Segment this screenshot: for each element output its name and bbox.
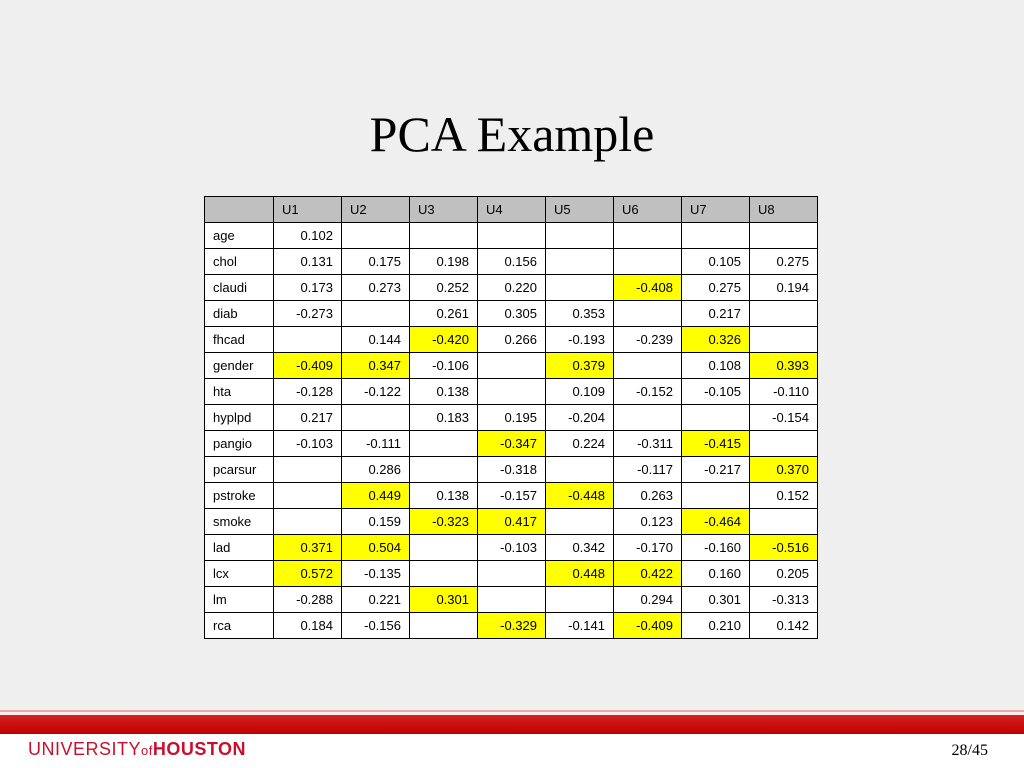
table-cell: 0.205 <box>750 561 818 587</box>
table-header-row <box>205 197 818 223</box>
table-cell: 0.210 <box>682 613 750 639</box>
column-header: U3 <box>410 197 478 223</box>
table-cell <box>750 431 818 457</box>
table-cell: 0.175 <box>342 249 410 275</box>
table-cell <box>410 613 478 639</box>
table-cell: -0.122 <box>342 379 410 405</box>
table-cell <box>410 431 478 457</box>
table-cell: 0.159 <box>342 509 410 535</box>
highlighted-cell: 0.504 <box>342 535 410 561</box>
row-label: pcarsur <box>205 457 274 483</box>
table-cell: -0.318 <box>478 457 546 483</box>
row-label: lad <box>205 535 274 561</box>
table-row <box>205 301 818 327</box>
table-row <box>205 457 818 483</box>
table-cell: 0.195 <box>478 405 546 431</box>
table-cell <box>342 223 410 249</box>
logo-text-houston: HOUSTON <box>152 739 247 759</box>
table-cell: -0.156 <box>342 613 410 639</box>
column-header: U8 <box>750 197 818 223</box>
table-cell: 0.160 <box>682 561 750 587</box>
table-cell <box>614 405 682 431</box>
highlighted-cell: -0.516 <box>750 535 818 561</box>
table-cell: -0.141 <box>546 613 614 639</box>
highlighted-cell: -0.415 <box>682 431 750 457</box>
table-cell: -0.157 <box>478 483 546 509</box>
table-cell <box>342 301 410 327</box>
table-cell <box>614 301 682 327</box>
table-cell <box>478 379 546 405</box>
table-cell <box>410 561 478 587</box>
table-cell: 0.286 <box>342 457 410 483</box>
table-row <box>205 405 818 431</box>
highlighted-cell: -0.329 <box>478 613 546 639</box>
highlighted-cell: -0.448 <box>546 483 614 509</box>
table-cell: 0.221 <box>342 587 410 613</box>
table-cell <box>614 249 682 275</box>
table-cell: 0.217 <box>274 405 342 431</box>
table-cell <box>750 509 818 535</box>
table-cell: -0.170 <box>614 535 682 561</box>
table-cell <box>410 457 478 483</box>
highlighted-cell: -0.323 <box>410 509 478 535</box>
table-cell <box>342 405 410 431</box>
table-cell: -0.313 <box>750 587 818 613</box>
table-row <box>205 613 818 639</box>
table-cell <box>478 561 546 587</box>
table-cell: -0.117 <box>614 457 682 483</box>
table-cell: 0.275 <box>682 275 750 301</box>
highlighted-cell: 0.422 <box>614 561 682 587</box>
table-cell: -0.193 <box>546 327 614 353</box>
table-cell: 0.142 <box>750 613 818 639</box>
table-cell <box>750 301 818 327</box>
table-cell: 0.131 <box>274 249 342 275</box>
highlighted-cell: -0.409 <box>614 613 682 639</box>
row-label: lm <box>205 587 274 613</box>
highlighted-cell: 0.371 <box>274 535 342 561</box>
table-cell <box>682 223 750 249</box>
row-label: chol <box>205 249 274 275</box>
row-label: diab <box>205 301 274 327</box>
table-cell: 0.198 <box>410 249 478 275</box>
table-cell: -0.288 <box>274 587 342 613</box>
table-cell: 0.156 <box>478 249 546 275</box>
table-cell: -0.111 <box>342 431 410 457</box>
table-row <box>205 379 818 405</box>
table-cell <box>546 223 614 249</box>
table-cell <box>682 405 750 431</box>
table-cell <box>274 457 342 483</box>
highlighted-cell: 0.393 <box>750 353 818 379</box>
table-cell: 0.173 <box>274 275 342 301</box>
table-cell <box>410 223 478 249</box>
table-row <box>205 353 818 379</box>
table-cell <box>682 483 750 509</box>
page-number: 28/45 <box>951 742 988 759</box>
table-cell <box>274 483 342 509</box>
row-label: age <box>205 223 274 249</box>
table-row <box>205 327 818 353</box>
table-cell: 0.184 <box>274 613 342 639</box>
table-cell: 0.301 <box>682 587 750 613</box>
table-row <box>205 223 818 249</box>
table-row <box>205 249 818 275</box>
table-cell: 0.273 <box>342 275 410 301</box>
table-cell: 0.194 <box>750 275 818 301</box>
table-cell <box>546 249 614 275</box>
table-cell: -0.103 <box>274 431 342 457</box>
highlighted-cell: 0.347 <box>342 353 410 379</box>
row-label: gender <box>205 353 274 379</box>
table-cell: 0.266 <box>478 327 546 353</box>
table-cell <box>478 353 546 379</box>
table-row <box>205 275 818 301</box>
row-label: fhcad <box>205 327 274 353</box>
table-cell <box>614 223 682 249</box>
table-cell: 0.294 <box>614 587 682 613</box>
table-cell: -0.239 <box>614 327 682 353</box>
table-cell: 0.109 <box>546 379 614 405</box>
row-label: hta <box>205 379 274 405</box>
table-cell: 0.152 <box>750 483 818 509</box>
highlighted-cell: 0.448 <box>546 561 614 587</box>
table-cell <box>546 457 614 483</box>
table-cell <box>750 223 818 249</box>
table-row <box>205 509 818 535</box>
table-cell: -0.217 <box>682 457 750 483</box>
row-label: rca <box>205 613 274 639</box>
table-cell: -0.128 <box>274 379 342 405</box>
row-label: pangio <box>205 431 274 457</box>
row-label: lcx <box>205 561 274 587</box>
table-cell: 0.252 <box>410 275 478 301</box>
table-cell: 0.305 <box>478 301 546 327</box>
highlighted-cell: 0.449 <box>342 483 410 509</box>
table-cell: -0.103 <box>478 535 546 561</box>
table-cell <box>274 327 342 353</box>
table-cell: 0.123 <box>614 509 682 535</box>
table-cell <box>546 509 614 535</box>
table-cell: 0.342 <box>546 535 614 561</box>
table-cell: -0.110 <box>750 379 818 405</box>
slide-title: PCA Example <box>369 106 655 162</box>
table-cell: -0.273 <box>274 301 342 327</box>
table-cell <box>546 275 614 301</box>
table-cell: 0.263 <box>614 483 682 509</box>
table-cell: 0.220 <box>478 275 546 301</box>
highlighted-cell: -0.464 <box>682 509 750 535</box>
pca-loadings-table <box>204 196 818 639</box>
university-logo <box>28 739 246 760</box>
table-row <box>205 587 818 613</box>
column-header: U6 <box>614 197 682 223</box>
highlighted-cell: -0.420 <box>410 327 478 353</box>
row-label: smoke <box>205 509 274 535</box>
table-corner-cell <box>205 197 274 223</box>
column-header: U2 <box>342 197 410 223</box>
highlighted-cell: -0.347 <box>478 431 546 457</box>
table-cell: 0.183 <box>410 405 478 431</box>
table-cell: 0.102 <box>274 223 342 249</box>
table-cell: 0.217 <box>682 301 750 327</box>
table-cell <box>750 327 818 353</box>
table-row <box>205 561 818 587</box>
highlighted-cell: 0.326 <box>682 327 750 353</box>
table-cell: -0.105 <box>682 379 750 405</box>
table-row <box>205 431 818 457</box>
table-cell <box>410 535 478 561</box>
table-cell <box>478 223 546 249</box>
highlighted-cell: 0.379 <box>546 353 614 379</box>
table-cell: 0.261 <box>410 301 478 327</box>
table-cell: 0.353 <box>546 301 614 327</box>
highlighted-cell: 0.417 <box>478 509 546 535</box>
table-cell <box>614 353 682 379</box>
highlighted-cell: -0.409 <box>274 353 342 379</box>
row-label: hyplpd <box>205 405 274 431</box>
logo-text-university: UNIVERSITY <box>28 739 142 759</box>
table-cell: 0.144 <box>342 327 410 353</box>
logo-text-of: of <box>141 743 153 758</box>
column-header: U4 <box>478 197 546 223</box>
table-cell: -0.152 <box>614 379 682 405</box>
column-header: U1 <box>274 197 342 223</box>
table-cell: 0.138 <box>410 483 478 509</box>
table-cell: 0.275 <box>750 249 818 275</box>
table-cell <box>274 509 342 535</box>
row-label: pstroke <box>205 483 274 509</box>
footer-red-band <box>0 710 1024 734</box>
table-cell: 0.105 <box>682 249 750 275</box>
table-cell: -0.311 <box>614 431 682 457</box>
highlighted-cell: -0.408 <box>614 275 682 301</box>
row-label: claudi <box>205 275 274 301</box>
column-header: U7 <box>682 197 750 223</box>
table-cell: 0.224 <box>546 431 614 457</box>
table-cell: -0.106 <box>410 353 478 379</box>
table-cell: -0.154 <box>750 405 818 431</box>
table-body <box>205 223 818 639</box>
table-cell: -0.135 <box>342 561 410 587</box>
table-cell: -0.204 <box>546 405 614 431</box>
table-cell <box>546 587 614 613</box>
column-header: U5 <box>546 197 614 223</box>
table-row <box>205 535 818 561</box>
highlighted-cell: 0.572 <box>274 561 342 587</box>
table-cell: 0.138 <box>410 379 478 405</box>
table-row <box>205 483 818 509</box>
table-cell: -0.160 <box>682 535 750 561</box>
table-cell <box>478 587 546 613</box>
highlighted-cell: 0.301 <box>410 587 478 613</box>
table-cell: 0.108 <box>682 353 750 379</box>
highlighted-cell: 0.370 <box>750 457 818 483</box>
